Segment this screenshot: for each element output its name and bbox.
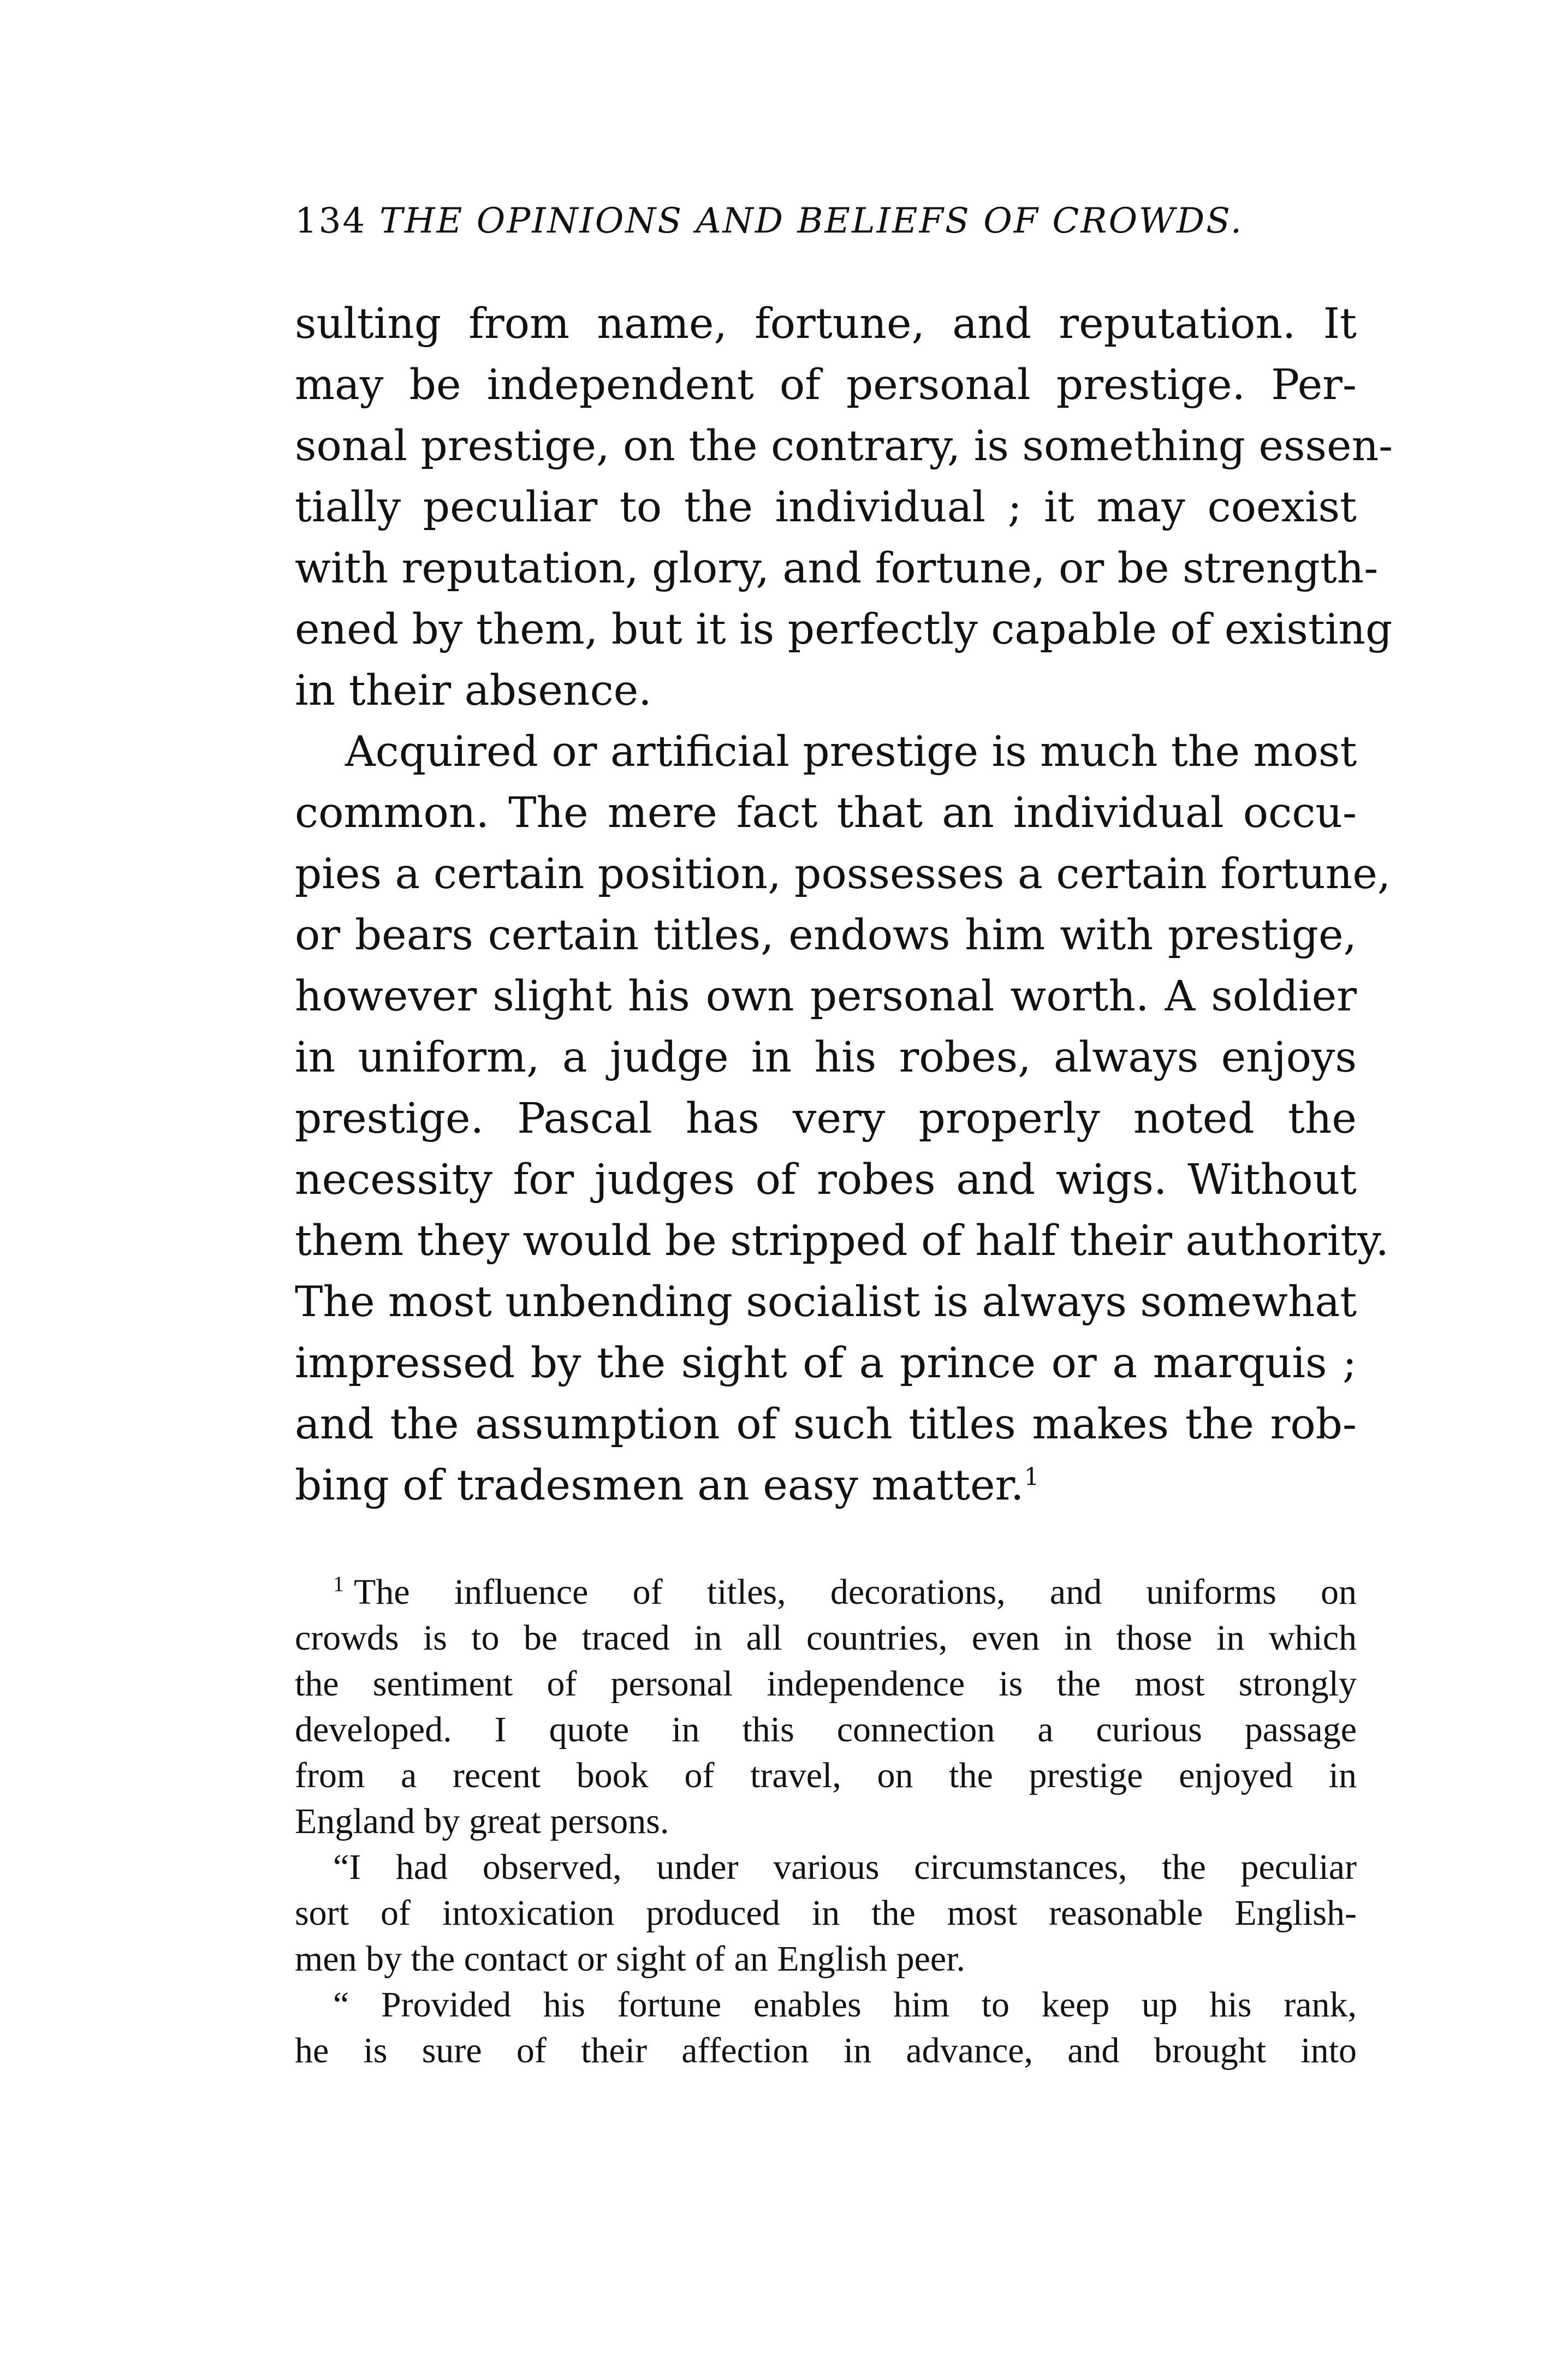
footnote-section: [295, 1569, 1357, 2074]
text-line: in their absence.: [295, 667, 652, 715]
text-line: necessity for judges of robes and wigs. Without: [295, 1156, 1357, 1204]
footnote-line: England by great persons.: [295, 1801, 669, 1841]
footnote-line: The influence of titles, decorations, and uniforms on: [354, 1572, 1357, 1612]
text-line: them they would be stripped of half their authority.: [295, 1217, 1389, 1265]
text-line: Acquired or artificial prestige is much the most: [345, 728, 1357, 776]
text-line: may be independent of personal prestige. Per-: [295, 361, 1357, 409]
text-line: ened by them, but it is perfectly capable of existing: [295, 605, 1393, 654]
text-line: common. The mere fact that an individual occu-: [295, 789, 1357, 837]
running-header: [295, 199, 1365, 243]
text-line: prestige. Pascal has very properly noted the: [295, 1094, 1357, 1143]
text-line: impressed by the sight of a prince or a marquis ;: [295, 1339, 1357, 1388]
text-line: tially peculiar to the individual ; it may coexist: [295, 483, 1357, 532]
text-line: and the assumption of such titles makes the rob-: [295, 1400, 1357, 1449]
footnote-first-line: [295, 1569, 1357, 1615]
text-line: or bears certain titles, endows him with prestige,: [295, 911, 1357, 960]
footnote-line: “I had observed, under various circumstances, the peculiar: [333, 1847, 1357, 1887]
text-line: sonal prestige, on the contrary, is something essen-: [295, 422, 1393, 471]
text-line: bing of tradesmen an easy matter.: [295, 1461, 1024, 1510]
footnote-line: developed. I quote in this connection a curious passage: [295, 1710, 1357, 1750]
text-line: The most unbending socialist is always somewhat: [295, 1278, 1357, 1326]
text-line: sulting from name, fortune, and reputation. It: [295, 300, 1357, 348]
footnote-line: “ Provided his fortune enables him to keep up his rank,: [333, 1985, 1357, 2025]
main-text: [295, 294, 1393, 1516]
footnote-line: the sentiment of personal independence is the most strongly: [295, 1664, 1357, 1704]
text-line: pies a certain position, possesses a certain fortune,: [295, 850, 1391, 899]
text-line: however slight his own personal worth. A soldier: [295, 972, 1357, 1021]
footnote-line: crowds is to be traced in all countries, even in those in which: [295, 1618, 1357, 1658]
footnote-line: he is sure of their affection in advance, and brought into: [295, 2031, 1357, 2070]
footnote-line: men by the contact or sight of an English peer.: [295, 1939, 966, 1979]
text-line: in uniform, a judge in his robes, always enjoys: [295, 1033, 1357, 1082]
footnote-marker: 1: [333, 1572, 344, 1596]
footnote-line: from a recent book of travel, on the prestige enjoyed in: [295, 1756, 1357, 1795]
footnote-line: sort of intoxication produced in the most reasonable English-: [295, 1893, 1357, 1933]
footnote-reference: 1: [1024, 1463, 1040, 1491]
text-line-with-footnote-ref: [295, 1455, 1357, 1516]
running-title: THE OPINIONS AND BELIEFS OF CROWDS.: [379, 201, 1244, 241]
page-number: 134: [295, 201, 367, 241]
text-line: with reputation, glory, and fortune, or be strength-: [295, 544, 1379, 593]
